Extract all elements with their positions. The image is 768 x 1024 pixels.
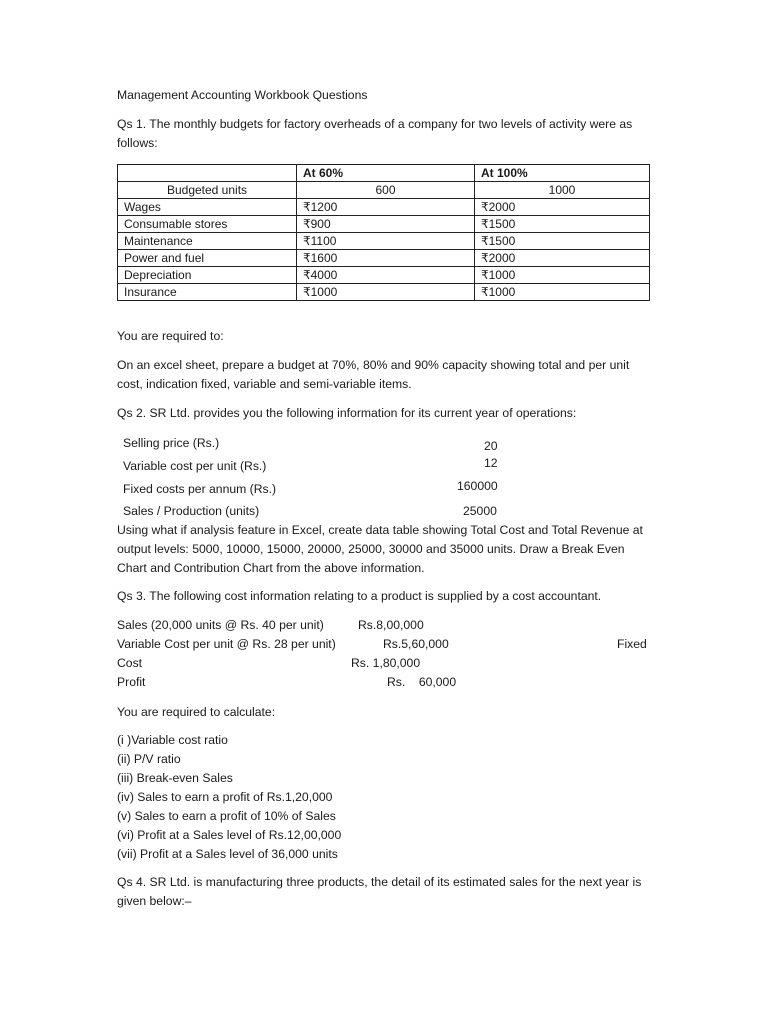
table-cell: ₹1200 (297, 199, 475, 216)
list-item: (vi) Profit at a Sales level of Rs.12,00,000 (117, 828, 342, 842)
q3-fixed-word: Fixed (617, 637, 647, 651)
q2-item-label: Selling price (Rs.) (123, 436, 220, 450)
table-cell: ₹1100 (297, 233, 475, 250)
list-item: (ii) P/V ratio (117, 752, 181, 766)
table-row (118, 233, 650, 250)
table-header-cell: At 60% (297, 165, 475, 182)
q3-profit-value: Rs. 60,000 (387, 675, 457, 689)
q2-item-value: 160000 (457, 479, 498, 493)
q3-sales-value: Rs.8,00,000 (358, 618, 424, 632)
table-cell: 600 (297, 182, 475, 199)
q3-cost-label: Cost (117, 656, 143, 670)
table-cell: ₹1500 (475, 216, 650, 233)
table-cell: ₹1000 (475, 267, 650, 284)
list-item: (vii) Profit at a Sales level of 36,000 units (117, 847, 338, 861)
q3-sales-label: Sales (20,000 units @ Rs. 40 per unit) (117, 618, 324, 632)
table-cell: ₹1000 (297, 284, 475, 301)
document-title: Management Accounting Workbook Questions (117, 88, 368, 102)
overheads-table (117, 164, 650, 301)
table-row (118, 267, 650, 284)
q3-variable-value: Rs.5,60,000 (383, 637, 449, 651)
q4-intro: Qs 4. SR Ltd. is manufacturing three products, the detail of its estimated sales for the next year is given below:– (117, 875, 642, 908)
list-item: (iii) Break-even Sales (117, 771, 233, 785)
q2-item-value: 20 (484, 439, 498, 453)
table-cell: Wages (118, 199, 297, 216)
table-cell: Depreciation (118, 267, 297, 284)
q2-item-value: 12 (484, 456, 498, 470)
table-header-cell: At 100% (475, 165, 650, 182)
list-item: (i )Variable cost ratio (117, 733, 228, 747)
q3-intro: Qs 3. The following cost information relating to a product is supplied by a cost accountant. (117, 589, 602, 603)
q3-required: You are required to calculate: (117, 705, 276, 719)
table-cell: ₹1600 (297, 250, 475, 267)
table-row (118, 284, 650, 301)
list-item: (v) Sales to earn a profit of 10% of Sales (117, 809, 336, 823)
q2-item-label: Fixed costs per annum (Rs.) (123, 482, 277, 496)
table-cell: Consumable stores (118, 216, 297, 233)
table-row (118, 199, 650, 216)
q1-required: You are required to: (117, 329, 224, 343)
table-cell: ₹900 (297, 216, 475, 233)
q3-profit-label: Profit (117, 675, 146, 689)
q1-intro: Qs 1. The monthly budgets for factory overheads of a company for two levels of activity were as follows: (117, 117, 633, 150)
q2-intro: Qs 2. SR Ltd. provides you the following information for its current year of operations: (117, 406, 577, 420)
q2-item-label: Variable cost per unit (Rs.) (123, 459, 267, 473)
q3-variable-label: Variable Cost per unit @ Rs. 28 per unit) (117, 637, 336, 651)
table-row (118, 216, 650, 233)
table-row-budgeted-units (118, 182, 650, 199)
table-row (118, 250, 650, 267)
list-item: (iv) Sales to earn a profit of Rs.1,20,000 (117, 790, 333, 804)
q2-item-value: 25000 (463, 504, 497, 518)
q2-task: Using what if analysis feature in Excel, create data table showing Total Cost and Total Revenue at output levels: 5000, 10000, 15000, 20000, 25000, 30000 and 35000 units. Draw a Break Even Chart and Contribution Chart from the above information. (117, 523, 643, 575)
table-cell: Insurance (118, 284, 297, 301)
q2-item-label: Sales / Production (units) (123, 504, 260, 518)
table-cell: ₹1000 (475, 284, 650, 301)
q3-cost-value: Rs. 1,80,000 (351, 656, 421, 670)
table-cell: ₹2000 (475, 199, 650, 216)
table-cell: 1000 (475, 182, 650, 199)
table-cell: ₹1500 (475, 233, 650, 250)
q1-task: On an excel sheet, prepare a budget at 70%, 80% and 90% capacity showing total and per unit cost, indication fixed, variable and semi-variable items. (117, 358, 630, 391)
table-cell: Power and fuel (118, 250, 297, 267)
table-cell: Maintenance (118, 233, 297, 250)
table-header-cell (118, 165, 297, 182)
table-header-row (118, 165, 650, 182)
table-cell: ₹2000 (475, 250, 650, 267)
table-cell: ₹4000 (297, 267, 475, 284)
table-cell: Budgeted units (118, 182, 297, 199)
